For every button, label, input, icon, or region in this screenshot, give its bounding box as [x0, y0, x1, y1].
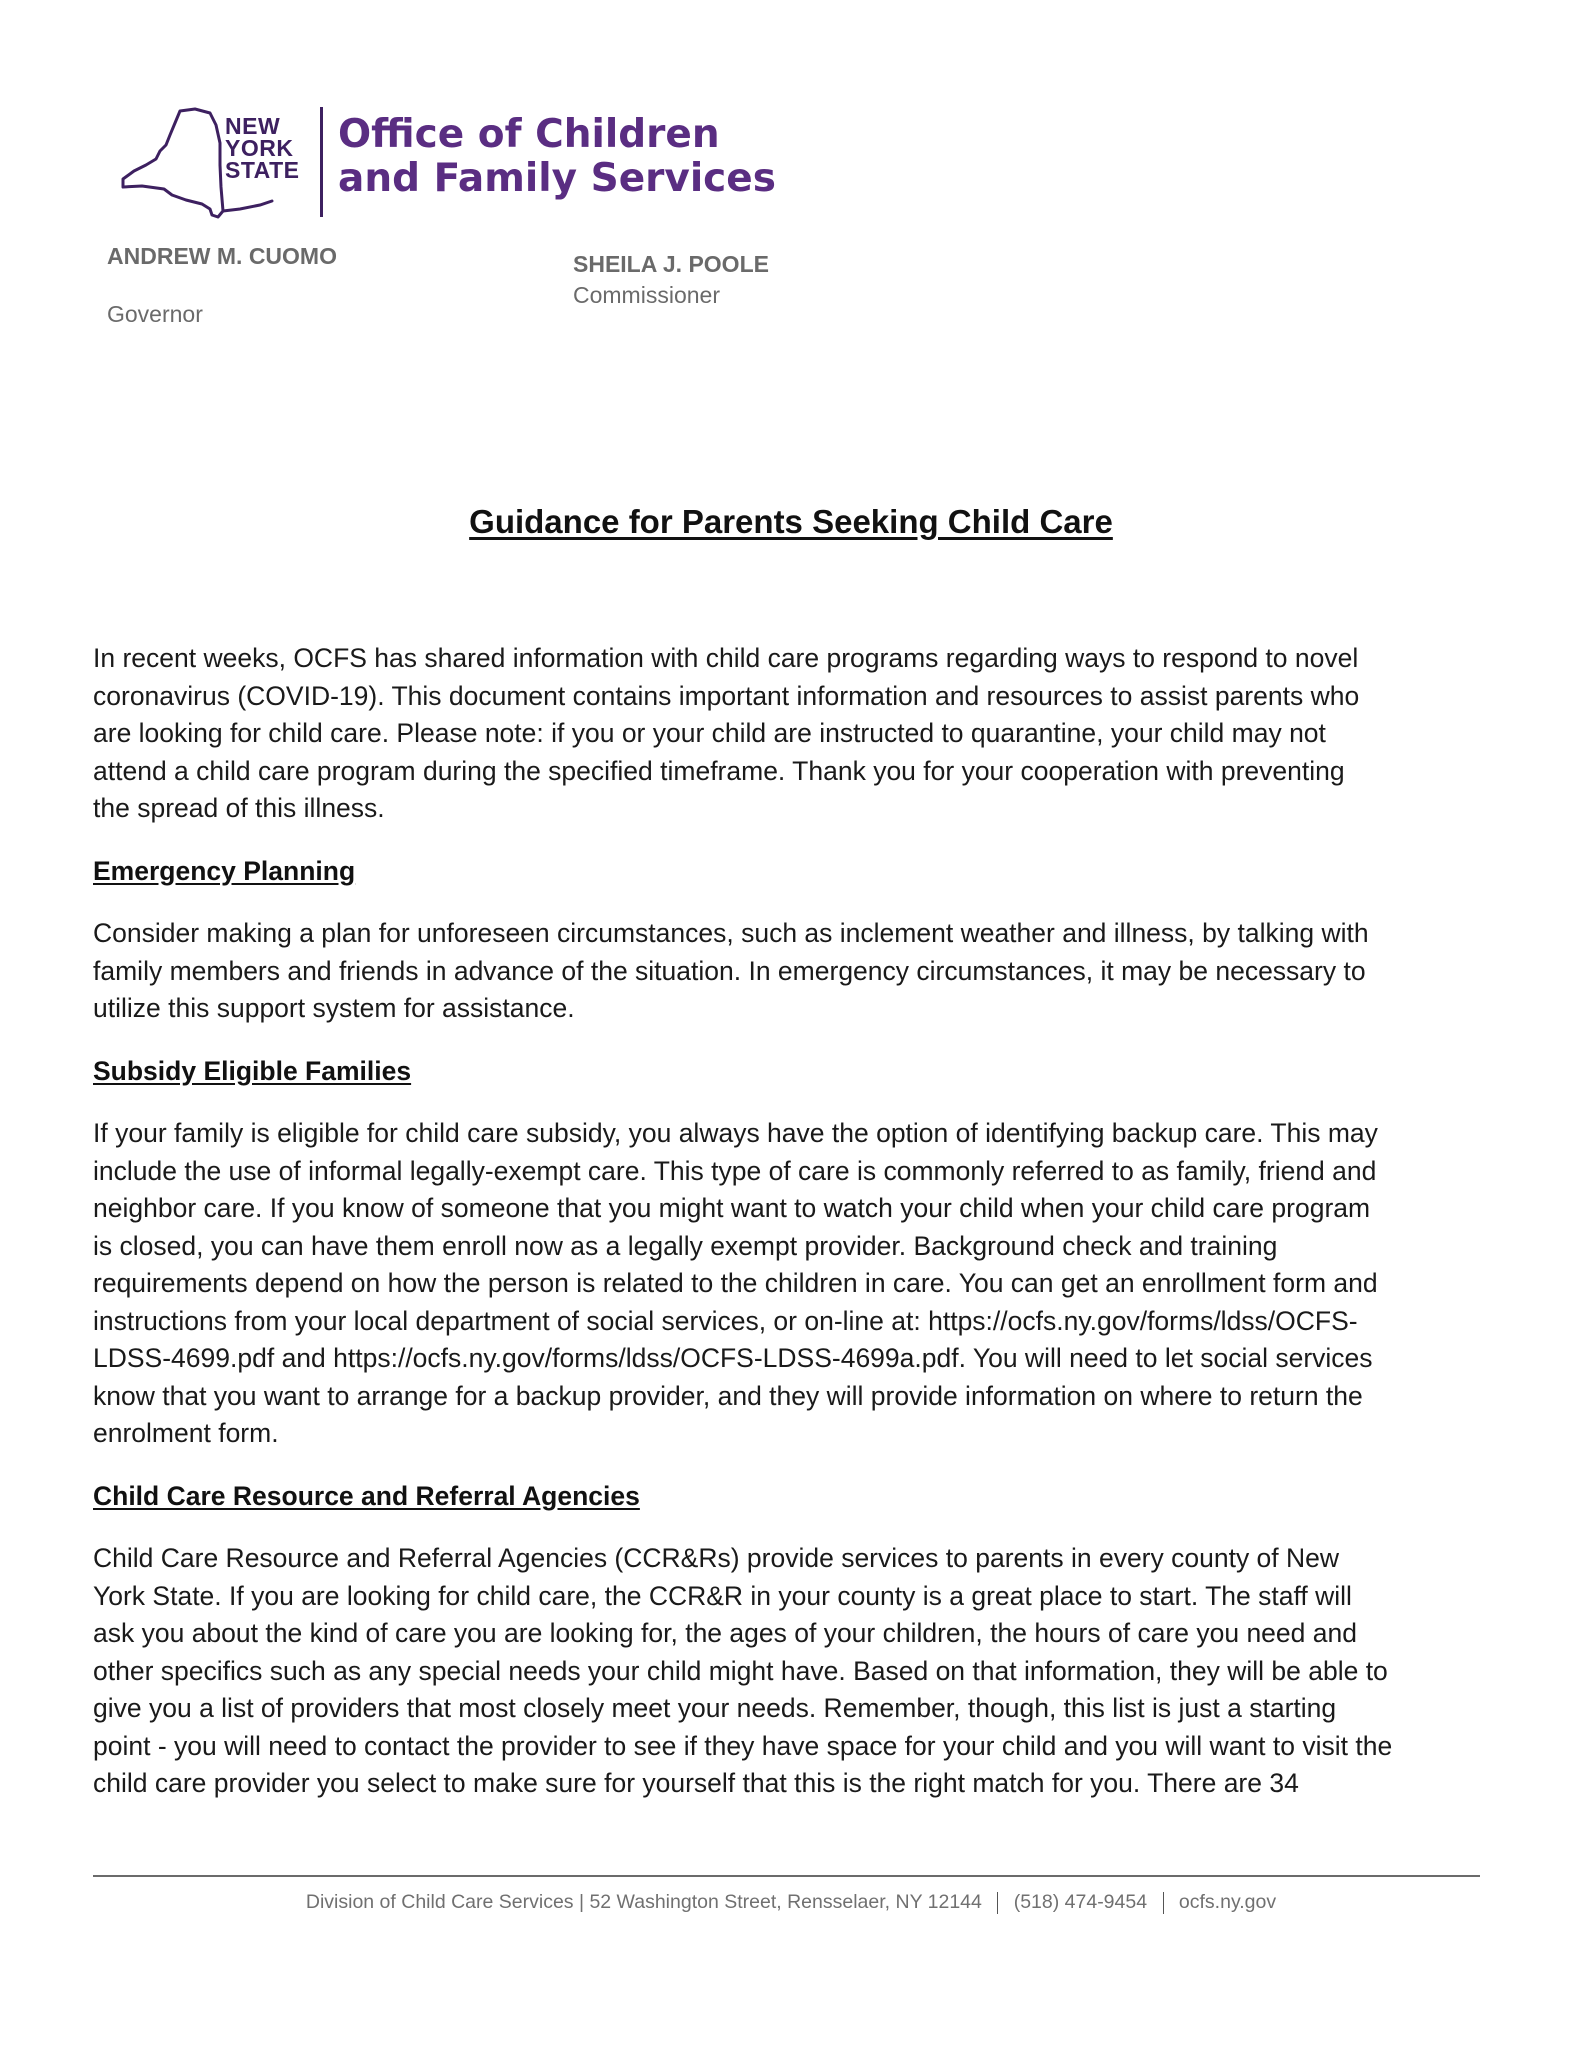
footer-address: Division of Child Care Services | 52 Washington Street, Rensselaer, NY 12144: [305, 1891, 982, 1913]
body-line: utilize this support system for assistance.: [93, 993, 575, 1023]
agency-name: [338, 113, 776, 201]
body-line: ask you about the kind of care you are looking for, the ages of your children, the hours of care you need and: [93, 1618, 1357, 1648]
body-line: Child Care Resource and Referral Agencies (CCR&Rs) provide services to parents in every county of New: [93, 1543, 1340, 1573]
section-heading-ccrr-agencies: Child Care Resource and Referral Agencies: [93, 1480, 640, 1511]
section-body-ccrr-agencies: [93, 1540, 1493, 1803]
logo-divider: [320, 107, 323, 217]
section-body-emergency-planning: [93, 915, 1493, 1028]
governor-title: Governor: [107, 301, 203, 327]
footer-website: ocfs.ny.gov: [1178, 1891, 1277, 1913]
body-line: child care provider you select to make sure for yourself that this is the right match for you. There are 34: [93, 1768, 1299, 1798]
body-line: neighbor care. If you know of someone that you might want to watch your child when your child care program: [93, 1193, 1371, 1223]
body-line: If your family is eligible for child care subsidy, you always have the option of identifying backup care. This may: [93, 1118, 1378, 1148]
footer-separator: [1163, 1892, 1164, 1914]
commissioner-title: Commissioner: [573, 282, 720, 308]
intro-line: coronavirus (COVID-19). This document contains important information and resources to assist parents who: [93, 680, 1360, 711]
state-word-state: STATE: [225, 157, 300, 183]
page-footer: [0, 1891, 1582, 1914]
footer-phone: (518) 474-9454: [1013, 1891, 1148, 1913]
intro-paragraph: [93, 640, 1493, 828]
intro-line: the spread of this illness.: [93, 793, 385, 823]
footer-separator: [997, 1892, 998, 1914]
state-word-york: YORK: [225, 135, 294, 161]
body-line: point - you will need to contact the provider to see if they have space for your child and you will want to visit the: [93, 1730, 1393, 1761]
body-line: other specifics such as any special needs your child might have. Based on that information, they will be able to: [93, 1655, 1388, 1686]
body-line: is closed, you can have them enroll now as a legally exempt provider. Background check and training: [93, 1230, 1278, 1261]
intro-line: attend a child care program during the specified timeframe. Thank you for your cooperation with preventing: [93, 755, 1345, 786]
footer-divider: [93, 1875, 1480, 1877]
body-line: York State. If you are looking for child care, the CCR&R in your county is a great place to start. The staff will: [93, 1580, 1352, 1611]
body-line: know that you want to arrange for a backup provider, and they will provide information on where to return the: [93, 1380, 1363, 1411]
agency-name-line-2: and Family Services: [338, 156, 776, 201]
intro-line: are looking for child care. Please note: if you or your child are instructed to quarantine, your child may not: [93, 718, 1326, 748]
agency-name-line-1: Office of Children: [338, 112, 720, 157]
body-line: include the use of informal legally-exempt care. This type of care is commonly referred to as family, friend and: [93, 1155, 1377, 1186]
body-line: family members and friends in advance of the situation. In emergency circumstances, it may be necessary to: [93, 955, 1366, 986]
body-line: requirements depend on how the person is related to the children in care. You can get an enrollment form and: [93, 1268, 1378, 1298]
body-line: LDSS-4699.pdf and https://ocfs.ny.gov/forms/ldss/OCFS-LDSS-4699a.pdf. You will need to let social services: [93, 1343, 1373, 1373]
body-line: enrolment form.: [93, 1418, 279, 1448]
section-body-subsidy-eligible-families: [93, 1115, 1493, 1453]
body-line: instructions from your local department of social services, or on-line at: https://ocfs.ny.gov/forms/ldss/OCFS-: [93, 1305, 1358, 1336]
section-heading-subsidy-eligible-families: Subsidy Eligible Families: [93, 1055, 412, 1086]
commissioner-name: SHEILA J. POOLE: [573, 251, 769, 277]
section-heading-emergency-planning: Emergency Planning: [93, 855, 356, 886]
body-line: give you a list of providers that most closely meet your needs. Remember, though, this list is just a starting: [93, 1693, 1337, 1723]
intro-line: In recent weeks, OCFS has shared information with child care programs regarding ways to respond to novel: [93, 643, 1359, 673]
state-word-new: NEW: [225, 113, 281, 139]
body-line: Consider making a plan for unforeseen circumstances, such as inclement weather and illness, by talking with: [93, 918, 1369, 948]
document-body: [93, 640, 1493, 1803]
document-title: Guidance for Parents Seeking Child Care: [469, 503, 1113, 540]
governor-name: ANDREW M. CUOMO: [107, 243, 337, 269]
letterhead: [120, 105, 776, 225]
